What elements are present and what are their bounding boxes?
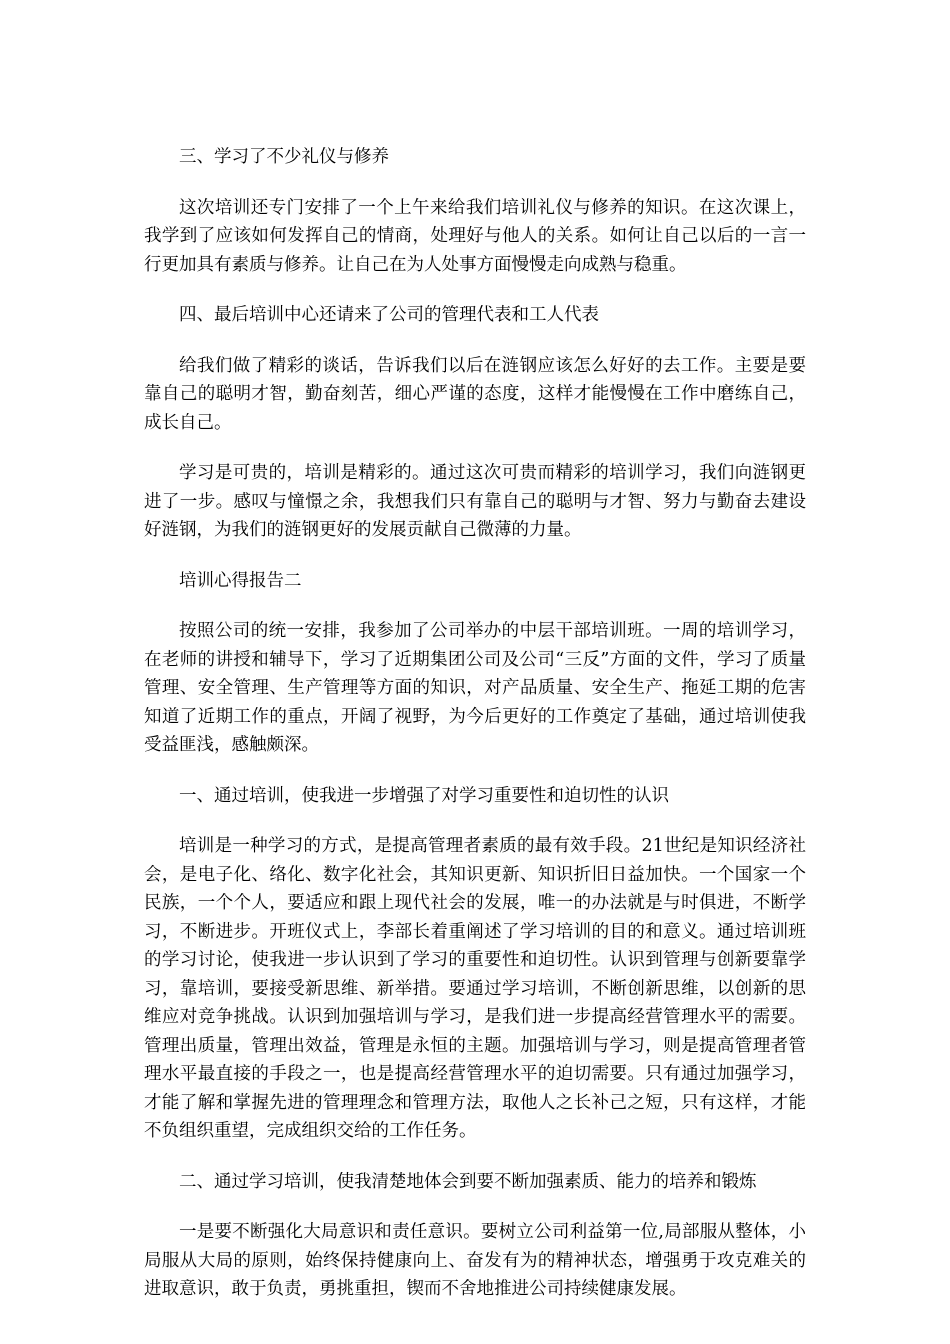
section-heading-representatives: 四、最后培训中心还请来了公司的管理代表和工人代表 [179,305,599,325]
paragraph-report-two-intro: 按照公司的统一安排，我参加了公司举办的中层干部培训班。一周的培训学习，在老师的讲授和辅导下，学习了近期集团公司及公司“三反”方面的文件，学习了质量管理、安全管理、生产管理等方面的知识，对产品质量、安全生产、拖延工期的危害知道了近期工作的重点，开阔了视野，为今后更好的工作奠定了基础，通过培训使我受益匪浅，感触颇深。 [144,621,806,755]
section-heading-learning-importance: 一、通过培训，使我进一步增强了对学习重要性和迫切性的认识 [179,785,669,806]
section-heading-etiquette: 三、学习了不少礼仪与修养 [179,147,389,167]
paragraph-conclusion: 学习是可贵的，培训是精彩的。通过这次可贵而精彩的培训学习，我们向涟钢更进了一步。感叹与憧憬之余，我想我们只有靠自己的聪明与才智、努力与勤奋去建设好涟钢，为我们的涟钢更好的发展贡献自己微薄的力量。 [144,463,806,540]
report-two-title: 培训心得报告二 [179,570,302,591]
paragraph-learning-importance: 培训是一种学习的方式，是提高管理者素质的最有效手段。21世纪是知识经济社会，是电子化、络化、数字化社会，其知识更新、知识折旧日益加快。一个国家一个民族，一个个人，要适应和跟上现代社会的发展，唯一的办法就是与时俱进，不断学习，不断进步。开班仪式上，李部长着重阐述了学习培训的目的和意义。通过培训班的学习讨论，使我进一步认识到了学习的重要性和迫切性。认识到管理与创新要靠学习，靠培训，要接受新思维、新举措。要通过学习培训，不断创新思维，以创新的思维应对竞争挑战。认识到加强培训与学习，是我们进一步提高经营管理水平的需要。管理出质量，管理出效益，管理是永恒的主题。加强培训与学习，则是提高管理者管理水平最直接的手段之一，也是提高经营管理水平的迫切需要。只有通过加强学习，才能了解和掌握先进的管理理念和管理方法，取他人之长补己之短，只有这样，才能不负组织重望，完成组织交给的工作任务。 [144,836,806,1141]
paragraph-big-picture-awareness: 一是要不断强化大局意识和责任意识。要树立公司利益第一位,局部服从整体，小局服从大局的原则，始终保持健康向上、奋发有为的精神状态，增强勇于攻克难关的进取意识，敢于负责，勇挑重担，锲而不舍地推进公司持续健康发展。 [144,1222,806,1299]
paragraph-representatives-talk: 给我们做了精彩的谈话，告诉我们以后在涟钢应该怎么好好的去工作。主要是要靠自己的聪明才智，勤奋刻苦，细心严谨的态度，这样才能慢慢在工作中磨练自己，成长自己。 [144,355,806,433]
document-page [144,143,806,1326]
section-heading-quality-ability: 二、通过学习培训，使我清楚地体会到要不断加强素质、能力的培养和锻炼 [179,1171,757,1192]
paragraph-etiquette-training: 这次培训还专门安排了一个上午来给我们培训礼仪与修养的知识。在这次课上，我学到了应该如何发挥自己的情商，处理好与他人的关系。如何让自己以后的一言一行更加具有素质与修养。让自己在为人处事方面慢慢走向成熟与稳重。 [144,197,806,275]
